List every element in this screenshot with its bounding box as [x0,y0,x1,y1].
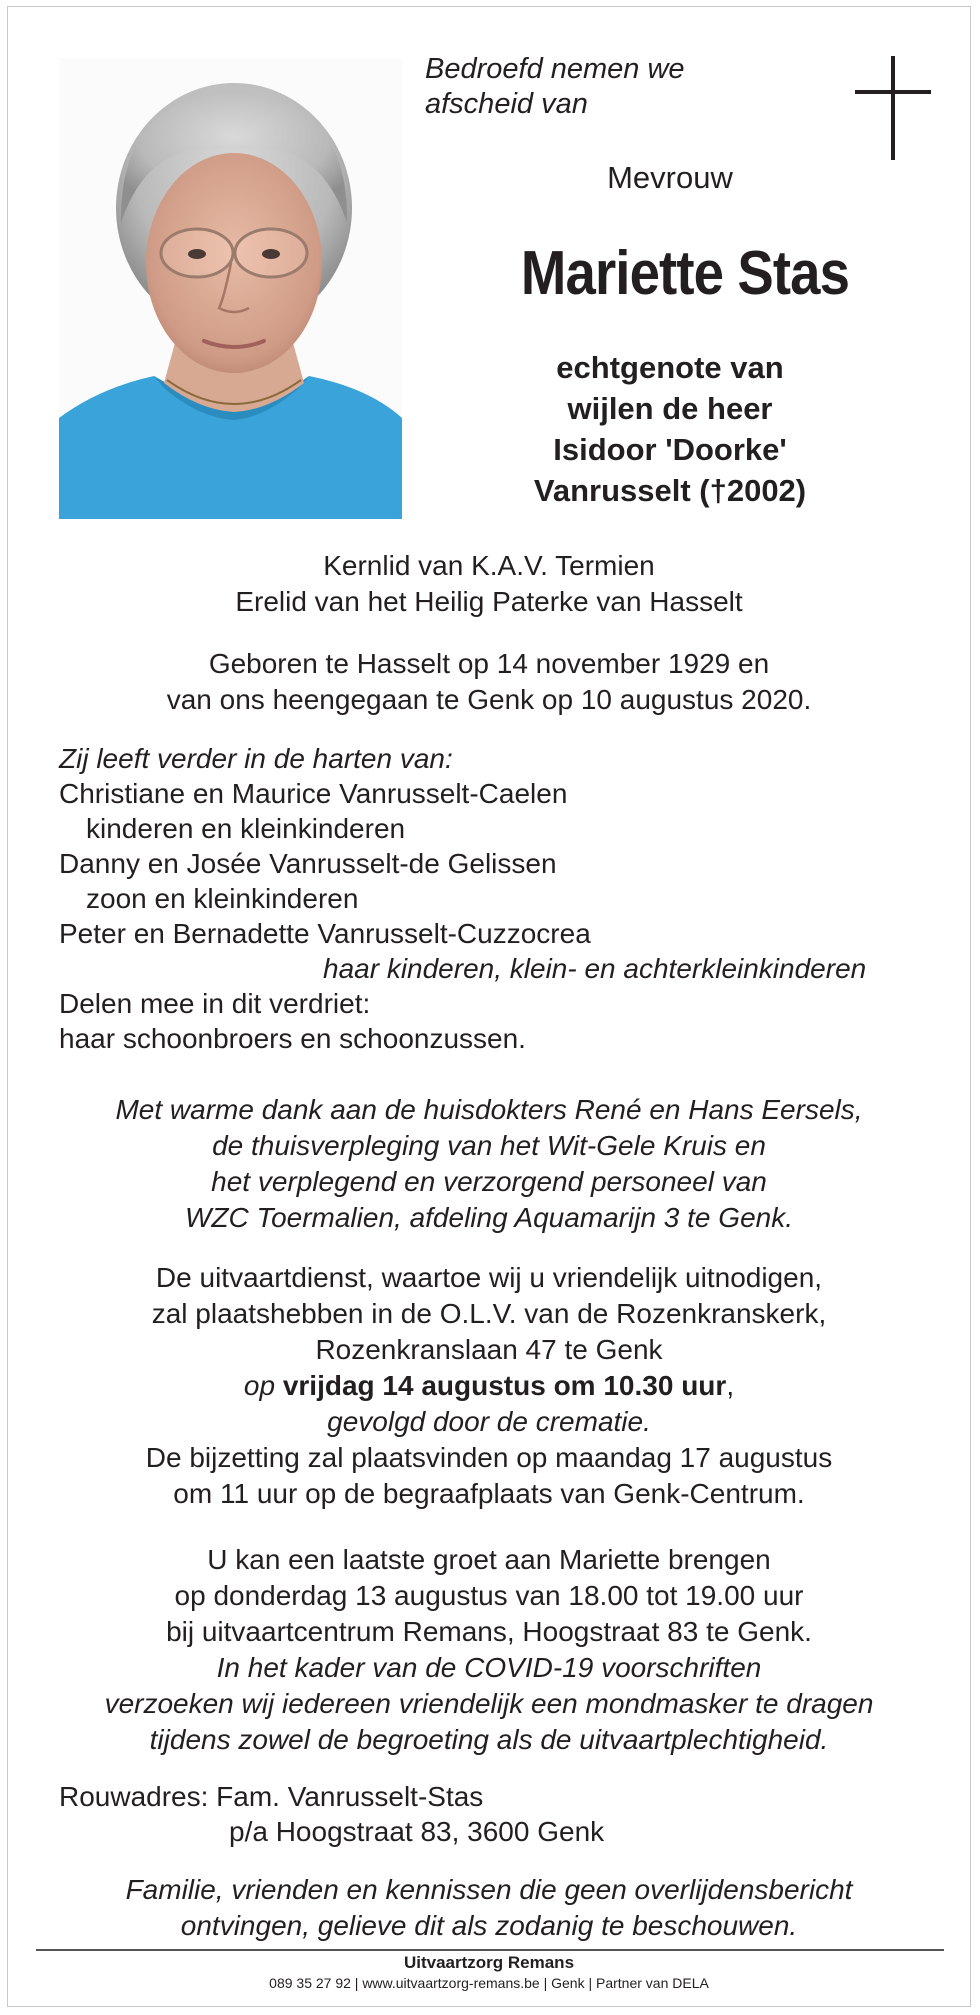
date-suffix: , [726,1370,735,1401]
visit-line: op donderdag 13 augustus van 18.00 tot 19.00 uur [174,1580,804,1611]
membership-line: Kernlid van K.A.V. Termien [323,550,655,581]
spouse-line: echtgenote van [556,350,784,385]
footer-info: 089 35 27 92 | www.uitvaartzorg-remans.be | Genk | Partner van DELA [269,1975,709,1991]
family-line: zoon en kleinkinderen [86,883,359,914]
intro-line: Bedroefd nemen we [425,53,685,85]
spouse-block [460,347,880,511]
visit-line: U kan een laatste groet aan Mariette brengen [207,1544,771,1575]
thanks-block [30,1092,948,1236]
intro-line: afscheid van [425,88,588,120]
service-date-line [30,1368,948,1404]
thanks-line: Met warme dank aan de huisdokters René en Hans Eersels, [115,1094,863,1125]
closing-line: ontvingen, gelieve dit als zodanig te beschouwen. [180,1910,798,1941]
address-line: p/a Hoogstraat 83, 3600 Genk [229,1816,605,1847]
deceased-name: Mariette Stas [520,239,850,308]
family-line: haar kinderen, klein- en achterkleinkinderen [323,953,867,984]
date-prefix: op [243,1370,276,1401]
cross-icon [855,56,931,160]
life-line: Geboren te Hasselt op 14 november 1929 en [208,648,770,679]
burial-line: De bijzetting zal plaatsvinden op maandag 17 augustus [145,1442,833,1473]
honorific: Mevrouw [607,160,733,195]
family-block [59,741,866,1056]
service-date: vrijdag 14 augustus om 10.30 uur [282,1370,727,1401]
family-line: haar schoonbroers en schoonzussen. [59,1023,526,1054]
covid-line: tijdens zowel de begroeting als de uitvaartplechtigheid. [149,1724,829,1755]
spouse-line: Vanrusselt (†2002) [533,473,807,508]
thanks-line: de thuisverpleging van het Wit-Gele Kruis en [212,1130,766,1161]
family-line: Danny en Josée Vanrusselt-de Gelissen [59,848,557,879]
family-line: Delen mee in dit verdriet: [59,988,371,1019]
life-line: van ons heengegaan te Genk op 10 augustus 2020. [166,684,812,715]
service-line: Rozenkranslaan 47 te Genk [315,1334,663,1365]
visit-block [30,1542,948,1758]
footer-title: Uitvaartzorg Remans [403,1953,575,1972]
life-dates [30,646,948,718]
service-line: De uitvaartdienst, waartoe wij u vriendelijk uitnodigen, [155,1262,823,1293]
family-heading: Zij leeft verder in de harten van: [59,743,453,774]
portrait-photo [59,58,402,519]
service-block [30,1260,948,1512]
visit-line: bij uitvaartcentrum Remans, Hoogstraat 83 te Genk. [166,1616,812,1647]
thanks-line: WZC Toermalien, afdeling Aquamarijn 3 te Genk. [185,1202,793,1233]
address-line: Rouwadres: Fam. Vanrusselt-Stas [59,1781,484,1812]
footer-divider [36,1949,944,1951]
spouse-line: wijlen de heer [567,391,773,426]
closing-block [30,1872,948,1944]
burial-line: om 11 uur op de begraafplaats van Genk-Centrum. [173,1478,805,1509]
thanks-line: het verplegend en verzorgend personeel van [211,1166,767,1197]
cremation-line: gevolgd door de crematie. [327,1406,651,1437]
spouse-line: Isidoor 'Doorke' [553,432,787,467]
memberships [30,548,948,620]
closing-line: Familie, vrienden en kennissen die geen overlijdensbericht [125,1874,853,1905]
covid-line: In het kader van de COVID-19 voorschriften [216,1652,762,1683]
covid-line: verzoeken wij iedereen vriendelijk een mondmasker te dragen [104,1688,874,1719]
service-line: zal plaatshebben in de O.L.V. van de Rozenkranskerk, [151,1298,827,1329]
family-line: kinderen en kleinkinderen [86,813,406,844]
membership-line: Erelid van het Heilig Paterke van Hasselt [235,586,743,617]
intro-text [425,52,685,122]
family-line: Peter en Bernadette Vanrusselt-Cuzzocrea [59,918,591,949]
address-block [59,1779,604,1849]
family-line: Christiane en Maurice Vanrusselt-Caelen [59,778,568,809]
